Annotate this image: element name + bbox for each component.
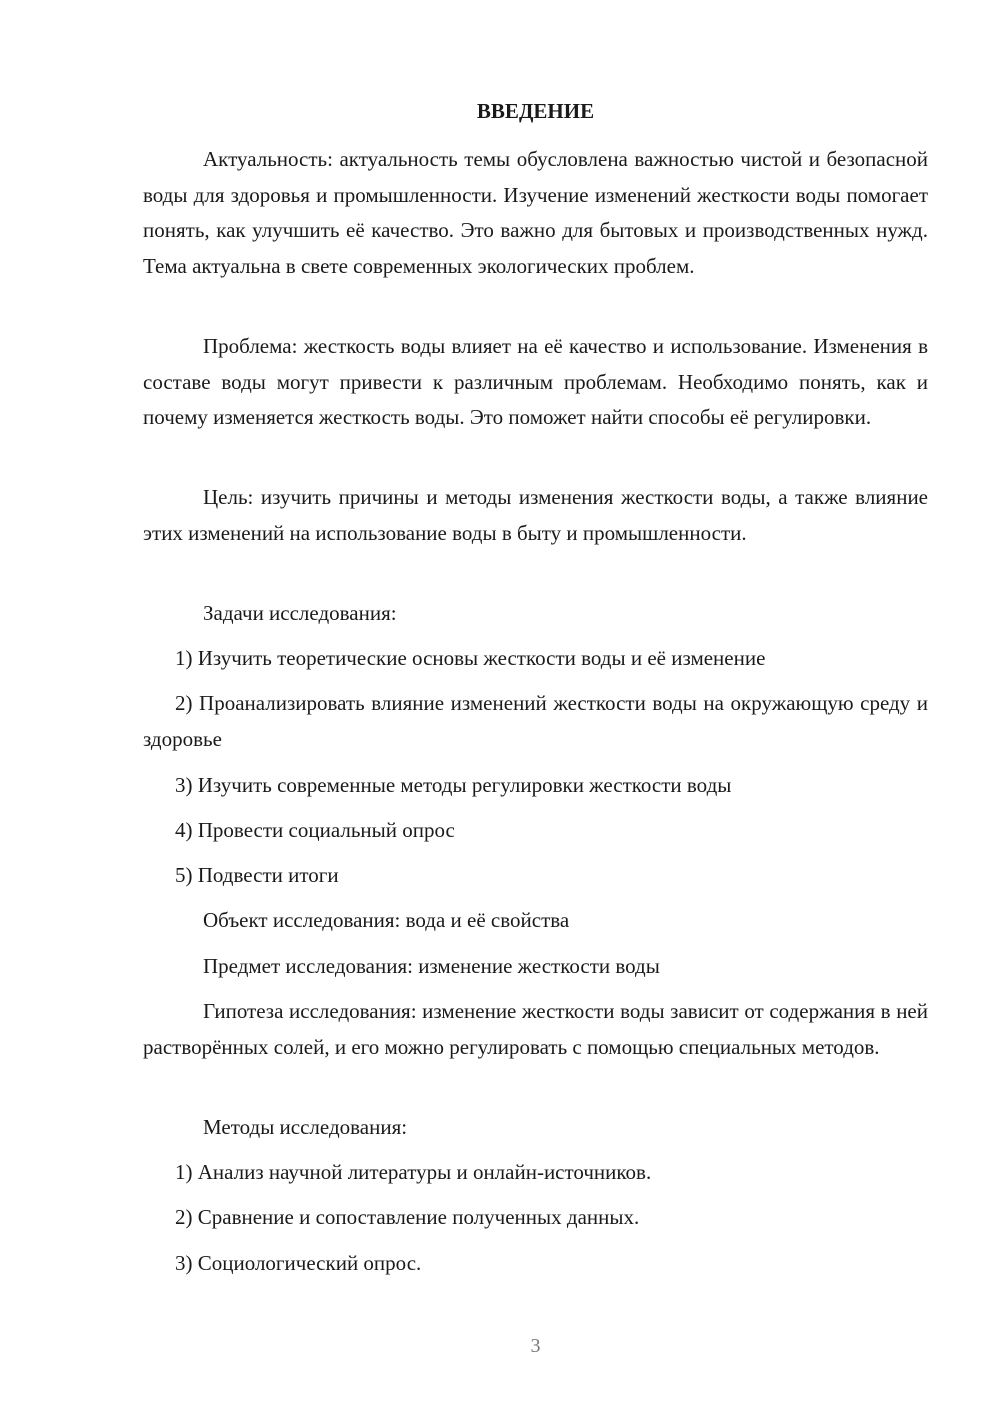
- task-item-4: 4) Провести социальный опрос: [175, 818, 455, 842]
- page-number: 3: [530, 1335, 541, 1357]
- research-object: Объект исследования: вода и её свойства: [203, 908, 570, 932]
- methods-heading: Методы исследования:: [203, 1115, 408, 1139]
- section-title: ВВЕДЕНИЕ: [476, 99, 595, 123]
- paragraph-relevance: Актуальность: актуальность темы обусловлена важностью чистой и безопасной воды для здоровья и промышленности. Изучение изменений жесткости воды помогает понять, как улучшить её качество. Это важно для бытовых и производственных нужд. Тема актуальна в свете современных экологических проблем.: [143, 147, 928, 278]
- task-item-1: 1) Изучить теоретические основы жесткости воды и её изменение: [175, 646, 766, 670]
- method-item-3: 3) Социологический опрос.: [175, 1251, 422, 1275]
- paragraph-problem: Проблема: жесткость воды влияет на её качество и использование. Изменения в составе воды могут привести к различным проблемам. Необходимо понять, как и почему изменяется жесткость воды. Это поможет найти способы её регулировки.: [143, 334, 928, 429]
- research-subject: Предмет исследования: изменение жесткости воды: [203, 954, 660, 978]
- task-item-5: 5) Подвести итоги: [175, 863, 339, 887]
- method-item-1: 1) Анализ научной литературы и онлайн-источников.: [175, 1160, 652, 1184]
- task-item-3: 3) Изучить современные методы регулировки жесткости воды: [175, 773, 732, 797]
- document-page: [143, 0, 928, 1414]
- paragraph-hypothesis: Гипотеза исследования: изменение жесткости воды зависит от содержания в ней растворённых солей, и его можно регулировать с помощью специальных методов.: [143, 999, 928, 1059]
- method-item-2: 2) Сравнение и сопоставление полученных данных.: [175, 1205, 640, 1229]
- tasks-heading: Задачи исследования:: [203, 601, 397, 625]
- paragraph-goal: Цель: изучить причины и методы изменения жесткости воды, а также влияние этих изменений на использование воды в быту и промышленности.: [143, 485, 928, 545]
- task-item-2: 2) Проанализировать влияние изменений жесткости воды на окружающую среду и здоровье: [143, 691, 928, 751]
